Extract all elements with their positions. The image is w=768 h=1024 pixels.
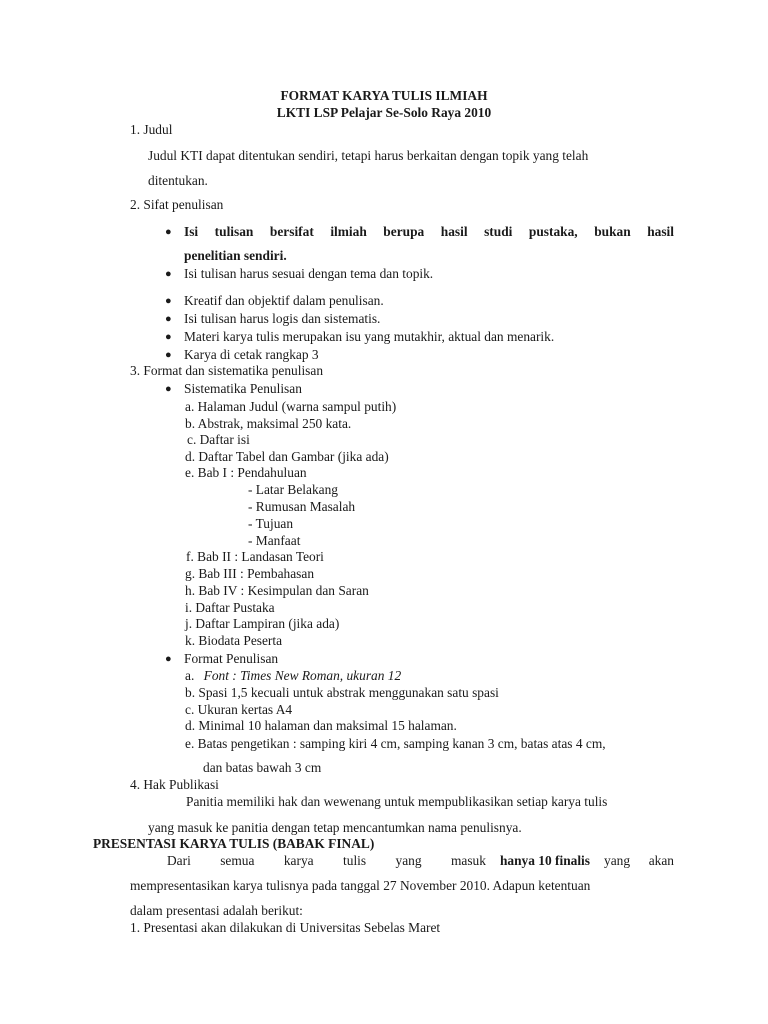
doc-subtitle: LKTI LSP Pelajar Se-Solo Raya 2010 <box>276 105 492 120</box>
sist-subitem-1: - Latar Belakang <box>248 482 338 497</box>
format-item-c: c. Ukuran kertas A4 <box>185 702 293 717</box>
pres-body-line3: dalam presentasi adalah berikut: <box>130 903 303 918</box>
sec2-bullet5: Materi karya tulis merupakan isu yang mutakhir, aktual dan menarik. <box>184 329 555 344</box>
sist-item-h: h. Bab IV : Kesimpulan dan Saran <box>185 583 369 598</box>
sec1-heading: 1. Judul <box>130 122 173 137</box>
format-item-d: d. Minimal 10 halaman dan maksimal 15 halaman. <box>185 718 457 733</box>
sec3-sistematika-heading: Sistematika Penulisan <box>184 381 302 396</box>
sec4-heading: 4. Hak Publikasi <box>130 777 219 792</box>
sec2-bullet1-line1: Isi tulisan bersifat ilmiah berupa hasil studi pustaka, bukan hasil <box>184 224 674 239</box>
bullet-icon: ● <box>165 653 172 665</box>
sist-item-j: j. Daftar Lampiran (jika ada) <box>185 616 340 631</box>
sec2-bullet3: Kreatif dan objektif dalam penulisan. <box>184 293 384 308</box>
sist-item-i: i. Daftar Pustaka <box>185 600 275 615</box>
sist-item-e: e. Bab I : Pendahuluan <box>185 465 307 480</box>
pres-body-line2: mempresentasikan karya tulisnya pada tanggal 27 November 2010. Adapun ketentuan <box>130 878 591 893</box>
sec1-body-line1: Judul KTI dapat ditentukan sendiri, tetapi harus berkaitan dengan topik yang telah <box>148 148 589 163</box>
sist-item-c: c. Daftar isi <box>187 432 250 447</box>
pres-body-line1-pre: Dari semua karya tulis yang masuk <box>167 853 486 868</box>
format-item-e-line2: dan batas bawah 3 cm <box>203 760 322 775</box>
bullet-icon: ● <box>165 295 172 307</box>
sist-item-a: a. Halaman Judul (warna sampul putih) <box>185 399 397 414</box>
format-item-e-line1: e. Batas pengetikan : samping kiri 4 cm, samping kanan 3 cm, batas atas 4 cm, <box>185 736 606 751</box>
sist-item-k: k. Biodata Peserta <box>185 633 283 648</box>
bullet-icon: ● <box>165 349 172 361</box>
sist-subitem-4: - Manfaat <box>248 533 301 548</box>
sec2-heading: 2. Sifat penulisan <box>130 197 224 212</box>
sec2-bullet2: Isi tulisan harus sesuai dengan tema dan topik. <box>184 266 434 281</box>
doc-title: FORMAT KARYA TULIS ILMIAH <box>280 88 488 103</box>
pres-body-line1-post: yang akan <box>604 853 674 868</box>
format-item-a-label: a. <box>185 668 195 683</box>
pres-heading: PRESENTASI KARYA TULIS (BABAK FINAL) <box>93 836 375 851</box>
sist-item-g: g. Bab III : Pembahasan <box>185 566 315 581</box>
pres-body-line1 <box>130 853 674 869</box>
sist-subitem-3: - Tujuan <box>248 516 294 531</box>
sist-subitem-2: - Rumusan Masalah <box>248 499 356 514</box>
sec1-body-line2: ditentukan. <box>148 173 208 188</box>
sist-item-d: d. Daftar Tabel dan Gambar (jika ada) <box>185 449 389 464</box>
bullet-icon: ● <box>165 383 172 395</box>
format-item-b: b. Spasi 1,5 kecuali untuk abstrak menggunakan satu spasi <box>185 685 499 700</box>
pres-body-line1-bold: hanya 10 finalis <box>499 853 590 868</box>
bullet-icon: ● <box>165 268 172 280</box>
bullet-icon: ● <box>165 331 172 343</box>
sec2-bullet4: Isi tulisan harus logis dan sistematis. <box>184 311 381 326</box>
pres-item-1: 1. Presentasi akan dilakukan di Universitas Sebelas Maret <box>130 920 441 935</box>
sec2-bullet1-line2: penelitian sendiri. <box>184 248 287 263</box>
sec4-body-line1: Panitia memiliki hak dan wewenang untuk mempublikasikan setiap karya tulis <box>186 794 608 809</box>
bullet-icon: ● <box>165 226 172 238</box>
sec2-bullet6: Karya di cetak rangkap 3 <box>184 347 319 362</box>
format-item-a <box>185 668 401 684</box>
sec3-format-heading: Format Penulisan <box>184 651 279 666</box>
sist-item-b: b. Abstrak, maksimal 250 kata. <box>185 416 352 431</box>
sec3-heading: 3. Format dan sistematika penulisan <box>130 363 324 378</box>
sist-item-f: f. Bab II : Landasan Teori <box>186 549 324 564</box>
bullet-icon: ● <box>165 313 172 325</box>
format-item-a-text: Font : Times New Roman, ukuran 12 <box>203 668 402 683</box>
sec4-body-line2: yang masuk ke panitia dengan tetap mencantumkan nama penulisnya. <box>148 820 522 835</box>
